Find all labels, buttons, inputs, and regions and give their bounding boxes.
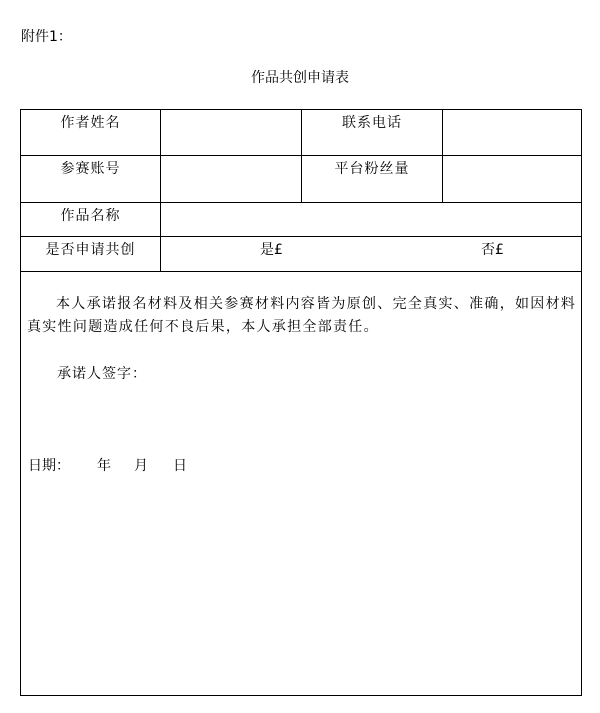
work-name-field[interactable]	[161, 203, 582, 236]
phone-label: 联系电话	[342, 115, 402, 131]
work-name-label: 作品名称	[60, 208, 121, 224]
account-field[interactable]	[161, 156, 301, 202]
followers-label: 平台粉丝量	[334, 161, 410, 177]
month-label: 月	[134, 458, 148, 474]
signature-label: 承诺人签字：	[57, 366, 147, 382]
cocreate-no-option[interactable]: 否£	[481, 242, 504, 258]
row-divider	[21, 236, 581, 237]
commitment-statement: 本人承诺报名材料及相关参赛材料内容皆为原创、完全真实、准确，如因材料真实性问题造成任何不良后果，本人承担全部责任。	[27, 296, 577, 335]
phone-field[interactable]	[443, 110, 582, 155]
cocreate-yes-option[interactable]: 是£	[260, 242, 283, 258]
form-title: 作品共创申请表	[251, 70, 349, 86]
cocreate-label: 是否申请共创	[45, 242, 136, 258]
year-label: 年	[97, 458, 111, 474]
date-label: 日期：	[28, 458, 70, 474]
day-label: 日	[173, 458, 187, 474]
author-name-label: 作者姓名	[60, 115, 121, 131]
author-name-field[interactable]	[161, 110, 301, 155]
application-form-table	[20, 109, 582, 696]
account-label: 参赛账号	[60, 161, 121, 177]
followers-field[interactable]	[443, 156, 582, 202]
attachment-label: 附件1：	[21, 29, 72, 45]
row-divider	[21, 271, 581, 272]
